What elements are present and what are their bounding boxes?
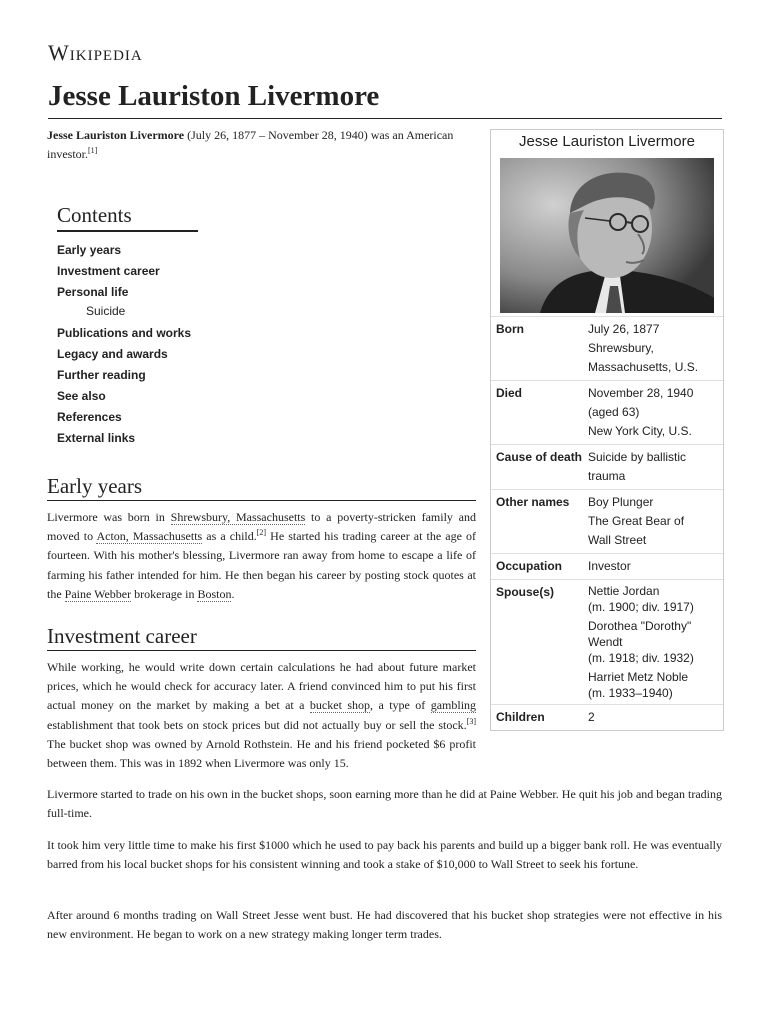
link-acton[interactable]: Acton, Massachusetts	[96, 529, 203, 544]
infobox-label: Cause of death	[496, 450, 583, 464]
investment-paragraph-3: It took him very little time to make his first $1000 which he used to pay back his parents and build up a bigger bank roll. He was eventually barred from his local bucket shops for his consistent winning and took a stake of $10,000 to Wall Street to seek his fortune.	[47, 838, 722, 872]
infobox-value: Investor	[588, 559, 631, 573]
portrait-photo[interactable]	[500, 158, 714, 313]
toc-item-legacy[interactable]: Legacy and awards	[57, 347, 168, 361]
toc-item-publications[interactable]: Publications and works	[57, 326, 192, 340]
lead-name: Jesse Lauriston Livermore	[47, 128, 185, 142]
toc-item-investment-career[interactable]: Investment career	[57, 264, 160, 278]
link-bucket-shop[interactable]: bucket shop	[309, 698, 371, 713]
infobox-title: Jesse Lauriston Livermore	[519, 133, 695, 150]
infobox-row-died	[491, 380, 723, 444]
wikipedia-logo[interactable]: Wikipedia	[48, 40, 143, 65]
toc-item-see-also[interactable]: See also	[57, 389, 106, 403]
infobox-value: Nettie Jordan (m. 1900; div. 1917) Dorothea "Dorothy" Wendt (m. 1918; div. 1932) Harriet Metz Noble (m. 1933–1940)	[588, 584, 694, 700]
toc-item-references[interactable]: References	[57, 410, 122, 424]
infobox-row-cause-of-death	[491, 444, 723, 489]
toc-item-further-reading[interactable]: Further reading	[57, 368, 146, 382]
link-shrewsbury[interactable]: Shrewsbury, Massachusetts	[170, 510, 306, 524]
link-paine-webber[interactable]: Paine Webber	[64, 586, 132, 601]
investment-paragraph-1: While working, he would write down certain calculations he had about future market prices, which he would check for accuracy later. A friend convinced him to put his first actual money on the market by making a bet at a bucket shop, a type of gambling establishment that took bets on stock prices but did not actually buy or sell the stock.[3] The bucket shop was owned by Arnold Rothstein. He and his friend pocketed $6 profit between them. This was in 1892 when Livermore was only 15.	[47, 660, 477, 771]
infobox-label: Children	[496, 710, 545, 724]
lead-text: (July 26, 1877 – November 28, 1940) was an American investor.	[47, 128, 454, 161]
investment-paragraph-2: Livermore started to trade on his own in the bucket shops, soon earning more than he did at Paine Webber. He quit his job and began trading full-time.	[47, 787, 722, 821]
link-gambling[interactable]: gambling	[430, 698, 477, 713]
page-title: Jesse Lauriston Livermore	[48, 78, 722, 119]
section-heading-early-years: Early years	[47, 472, 476, 501]
toc-item-early-years[interactable]: Early years	[57, 243, 122, 257]
infobox-value: November 28, 1940 (aged 63) New York City, U.S.	[588, 386, 694, 438]
infobox-row-spouses	[491, 579, 723, 704]
toc-item-suicide[interactable]: Suicide	[86, 304, 126, 318]
infobox-value: 2	[588, 710, 595, 724]
citation-link[interactable]: [3]	[466, 716, 476, 726]
infobox-row-born	[491, 316, 723, 380]
infobox-label: Died	[496, 386, 523, 400]
investment-paragraph-4: After around 6 months trading on Wall Street Jesse went bust. He had discovered that his bucket shop strategies were not effective in his new environment. He began to work on a new strategy making longer term trades.	[47, 908, 722, 942]
toc-item-personal-life[interactable]: Personal life	[57, 285, 129, 299]
citation-link[interactable]: [2]	[256, 528, 267, 538]
infobox-row-children	[491, 704, 723, 730]
link-boston[interactable]: Boston	[197, 586, 232, 601]
toc-heading: Contents	[57, 202, 198, 232]
citation-link[interactable]: [1]	[88, 146, 98, 155]
early-years-paragraph: Livermore was born in Shrewsbury, Massachusetts to a poverty-stricken family and moved to Acton, Massachusetts as a child.[2] He started his trading career at the age of fourteen. With his mother's blessing, Livermore ran away from home to escape a life of farming his father intended for him. He then began his career by posting stock quotes at the Paine Webber brokerage in Boston.	[47, 510, 476, 601]
infobox-row-other-names	[491, 489, 723, 553]
infobox	[490, 129, 724, 731]
section-heading-investment-career: Investment career	[47, 622, 476, 651]
infobox-value: July 26, 1877 Shrewsbury, Massachusetts, U.S.	[588, 322, 699, 374]
table-of-contents	[57, 202, 477, 449]
infobox-label: Occupation	[496, 559, 563, 573]
toc-item-external-links[interactable]: External links	[57, 431, 136, 445]
portrait-image	[500, 158, 714, 313]
infobox-value: Boy Plunger The Great Bear of Wall Street	[588, 495, 685, 547]
infobox-label: Other names	[496, 495, 570, 509]
infobox-label: Born	[496, 322, 524, 336]
infobox-value: Suicide by ballistic trauma	[588, 450, 687, 483]
infobox-row-occupation	[491, 553, 723, 579]
lead-paragraph	[47, 126, 479, 164]
infobox-label: Spouse(s)	[496, 585, 555, 599]
